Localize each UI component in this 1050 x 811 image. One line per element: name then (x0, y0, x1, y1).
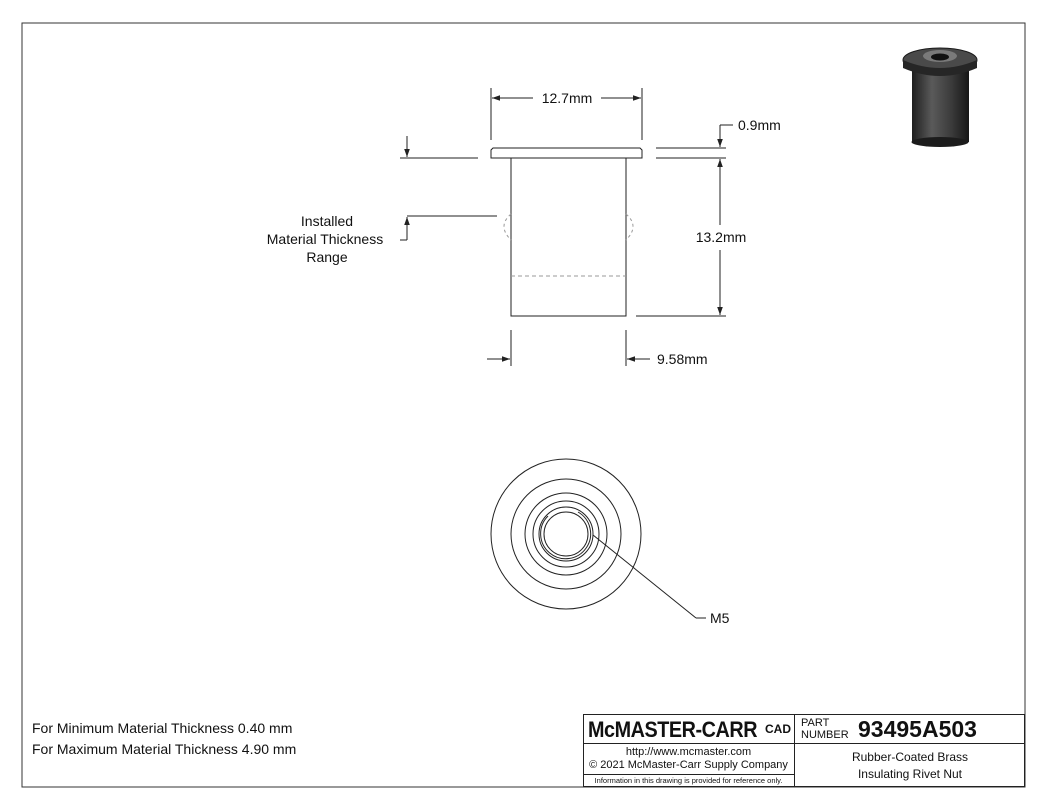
thread-arc (541, 512, 591, 559)
hidden-bulge-right (626, 214, 633, 240)
description-line2: Insulating Rivet Nut (857, 767, 963, 781)
dim-flange-thickness-label: 0.9mm (738, 117, 781, 133)
bore-circle (539, 507, 593, 561)
part-label-2: NUMBER (801, 729, 849, 741)
copyright: © 2021 McMaster-Carr Supply Company (589, 759, 788, 771)
brand-logo: McMASTER-CARR (588, 717, 758, 742)
material-label-line1: Installed (300, 213, 354, 229)
body-outline (511, 158, 626, 316)
dim-flange-diameter-label: 12.7mm (541, 90, 593, 106)
disclaimer: Information in this drawing is provided for reference only. (594, 776, 783, 785)
website-url: http://www.mcmaster.com (625, 746, 752, 758)
material-label-line2: Material Thickness (266, 231, 384, 247)
thread-label: M5 (710, 610, 730, 626)
flange-outline (491, 148, 642, 158)
side-view (491, 148, 642, 316)
material-range-callout (400, 136, 497, 240)
part-3d-render (903, 48, 977, 147)
sheet-border (22, 23, 1025, 787)
hidden-bulge-left (504, 214, 511, 240)
bore-outer-circle (533, 501, 599, 567)
description-line1: Rubber-Coated Brass (851, 750, 969, 764)
note-max-thickness: For Maximum Material Thickness 4.90 mm (32, 741, 297, 757)
part-number: 93495A503 (858, 716, 977, 742)
note-min-thickness: For Minimum Material Thickness 0.40 mm (32, 720, 293, 736)
title-block (583, 714, 1025, 787)
shoulder-circle (525, 493, 607, 575)
dim-flange-thickness (656, 125, 733, 158)
cad-mark: CAD (765, 722, 791, 736)
dim-length-label: 13.2mm (695, 229, 747, 245)
dim-body-diameter (487, 330, 650, 366)
body-circle (511, 479, 621, 589)
end-view (491, 459, 706, 618)
material-label-line3: Range (306, 249, 348, 265)
dim-body-diameter-label: 9.58mm (657, 351, 708, 367)
flange-circle (491, 459, 641, 609)
thread-leader (593, 535, 696, 618)
thread-minor-circle (544, 512, 588, 556)
part-label-1: PART (801, 717, 830, 729)
